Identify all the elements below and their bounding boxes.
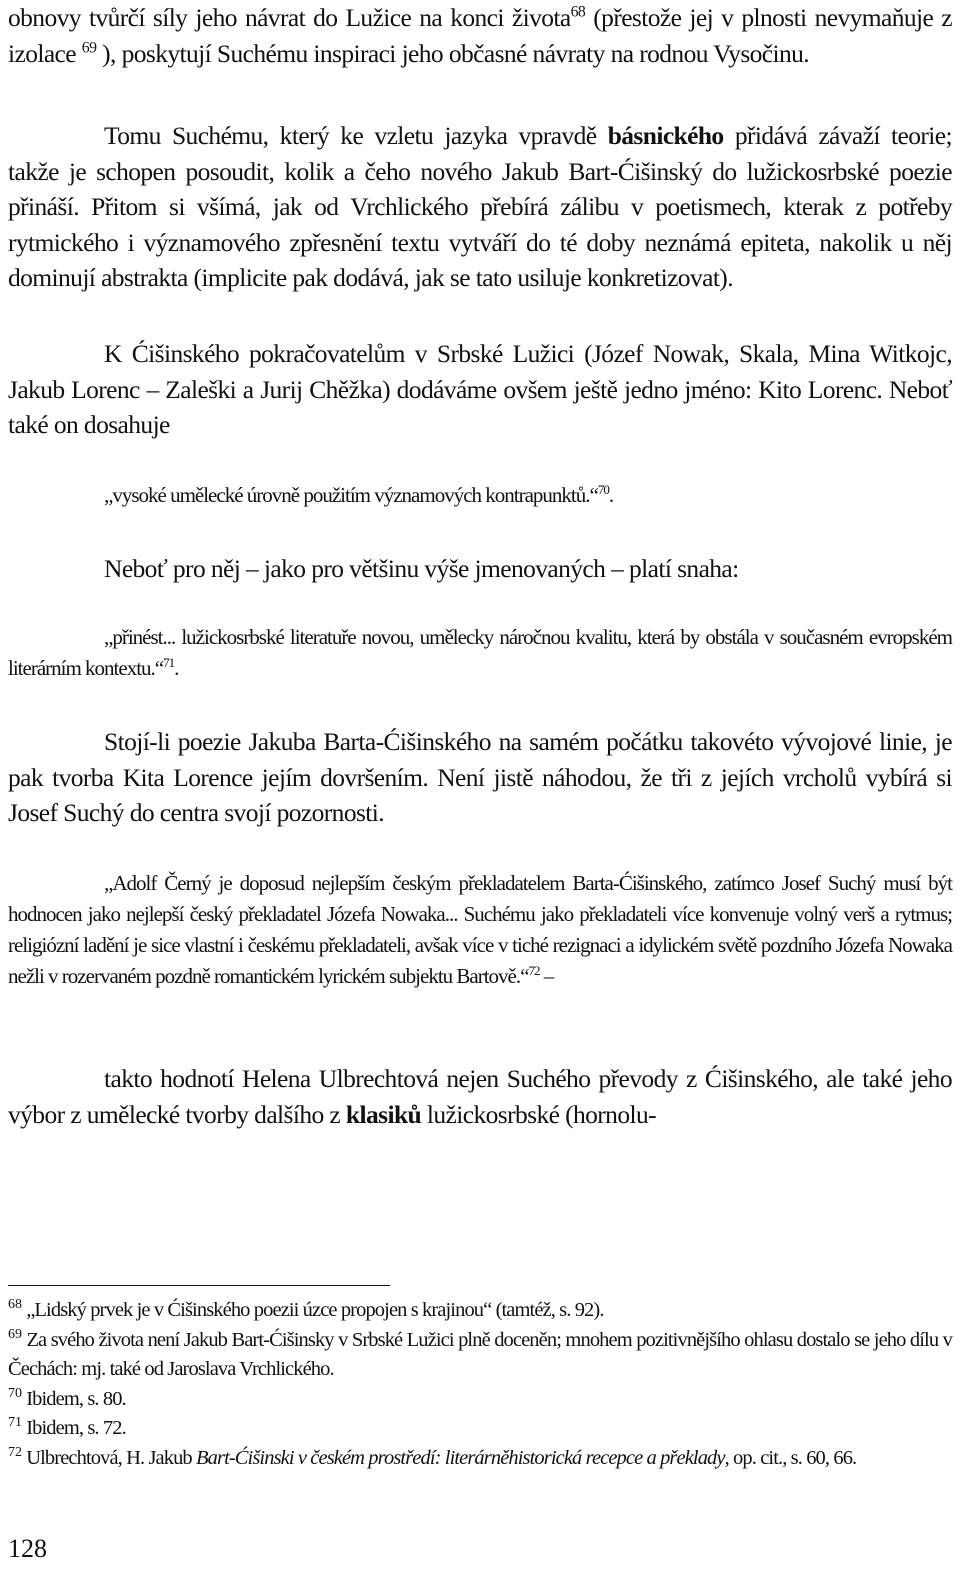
footnote-number: 72	[8, 1444, 22, 1460]
footnote-number: 71	[8, 1415, 22, 1431]
footnote-book-title: Bart-Ćišinski v českém prostředí: literárněhistorická recepce a překlady	[196, 1446, 725, 1469]
paragraph-2-text-a: Tomu Suchému, který ke vzletu jazyka vpravdě	[104, 121, 608, 150]
quote-3	[8, 868, 952, 992]
quote-2-text: „přinést... lužickosrbské literatuře novou, umělecky náročnou kvalitu, která by obstála v současném evropském literárním kontextu.“	[8, 625, 952, 680]
footnote-ref-69[interactable]: 69	[81, 39, 97, 56]
footnote-text-a: Ulbrechtová, H. Jakub	[26, 1446, 197, 1469]
paragraph-6	[8, 1061, 952, 1132]
paragraph-1-text-b: (přestože jej v plnosti nevymaňuje z izolace	[8, 3, 952, 68]
footnote-text: Ibidem, s. 80.	[26, 1387, 126, 1410]
quote-3-tail: –	[539, 964, 554, 988]
paragraph-6-text-b: lužickosrbské (hornolu-	[421, 1099, 656, 1129]
footnote-number: 68	[8, 1297, 22, 1313]
footnote-ref-72[interactable]: 72	[528, 963, 540, 978]
footnote-ref-70[interactable]: 70	[597, 482, 609, 497]
paragraph-2-text-b: přidává závaží teorie; takže je schopen posoudit, kolik a čeho nového Jakub Bart-Ćišinský do lužickosrbské poezie přináší. Přitom si všímá, jak od Vrchlického přebírá zálibu v poetismech, kterak z potřeby rytmického i významového zpřesnění textu vytváří do té doby neznámá epiteta, nakolik u něj dominují abstrakta (implicite pak dodává, jak se tato usiluje konkretizovat).	[8, 121, 952, 292]
paragraph-1-text-a: obnovy tvůrčí síly jeho návrat do Lužice na konci života	[8, 3, 571, 32]
footnote-text: Za svého života není Jakub Bart-Ćišinsky v Srbské Lužici plně doceněn; mnohem pozitivnějšího ohlasu dostalo se jeho dílu v Čechách: mj. také od Jaroslava Vrchlického.	[8, 1328, 952, 1380]
quote-1-tail: .	[608, 483, 614, 507]
paragraph-1	[8, 0, 952, 71]
quote-1	[104, 480, 952, 511]
footnotes	[8, 1296, 952, 1473]
paragraph-5: Stojí-li poezie Jakuba Barta-Ćišinského na samém počátku takovéto vývojové linie, je pak tvorba Kita Lorence jejím dovršením. Není jistě náhodou, že tři z jejích vrcholů vybírá si Josef Suchý do centra svojí pozornosti.	[8, 727, 952, 827]
bold-term: básnického	[607, 121, 724, 150]
footnote-number: 70	[8, 1385, 22, 1401]
footnote-text: Ibidem, s. 72.	[26, 1417, 126, 1439]
footnote-number: 69	[8, 1326, 22, 1342]
footnote-71	[8, 1414, 952, 1444]
paragraph-4: Neboť pro něj – jako pro většinu výše jmenovaných – platí snaha:	[104, 554, 739, 583]
bold-term: klasiků	[345, 1099, 422, 1129]
footnote-69	[8, 1326, 952, 1385]
paragraph-1-text-c: ), poskytují Suchému inspiraci jeho občasné návraty na rodnou Vysočinu.	[96, 38, 810, 68]
footnote-ref-68[interactable]: 68	[570, 3, 586, 21]
footnote-68	[8, 1296, 952, 1326]
quote-1-text: „vysoké umělecké úrovně použitím významových kontrapunktů.“	[104, 483, 598, 507]
footnote-ref-71[interactable]: 71	[163, 655, 175, 670]
quote-2-tail: .	[174, 656, 179, 680]
quote-2	[8, 622, 952, 684]
page-number: 128	[8, 1534, 47, 1563]
footnote-text-b: , op. cit., s. 60, 66.	[724, 1446, 857, 1469]
footnote-72	[8, 1444, 952, 1474]
paragraph-3: K Ćišinského pokračovatelům v Srbské Lužici (Józef Nowak, Skala, Mina Witkojc, Jakub Lorenc – Zaleški a Jurij Chěžka) dodáváme ovšem ještě jedno jméno: Kito Lorenc. Neboť také on dosahuje	[8, 339, 952, 439]
quote-3-text: „Adolf Černý je doposud nejlepším českým překladatelem Barta-Ćišinského, zatímco Josef Suchý musí být hodnocen jako nejlepší český překladatel Józefa Nowaka... Suchému jako překladateli více konvenuje volný verš a rytmus; religiózní ladění je sice vlastní i českému překladateli, avšak více v tiché rezignaci a idylickém světě pozdního Józefa Nowaka nežli v rozervaném pozdně romantickém lyrickém subjektu Bartově.“	[8, 871, 952, 988]
footnote-text: „Lidský prvek je v Ćišinského poezii úzce propojen s krajinou“ (tamtéž, s. 92).	[26, 1299, 604, 1321]
footnote-separator	[8, 1285, 390, 1286]
paragraph-2	[8, 118, 952, 296]
paragraph-6-text-a: takto hodnotí Helena Ulbrechtová nejen Suchého převody z Ćišinského, ale také jeho výbor z umělecké tvorby dalšího z	[8, 1064, 952, 1129]
footnote-70	[8, 1385, 952, 1415]
